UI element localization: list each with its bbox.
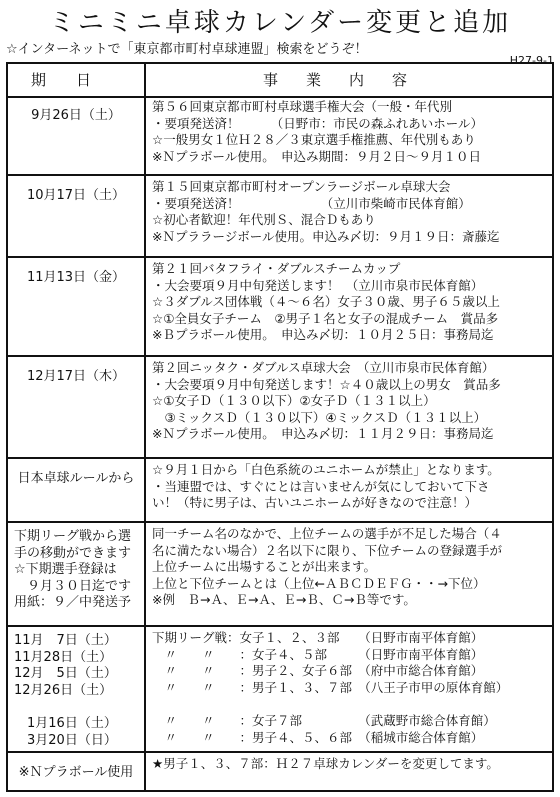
content-line: 名に満たない場合）２名以下に限り、下位チームの登録選手が bbox=[152, 542, 503, 558]
date-line: 1月16日（土） bbox=[14, 715, 117, 731]
table-row bbox=[8, 459, 552, 523]
date-line: 11月13日（金） bbox=[26, 270, 126, 285]
content-line: ・要項発送済！ （立川市柴崎市民体育館） bbox=[152, 195, 471, 211]
content-line: 〃 〃 ：女子４、５部 （日野市南平体育館） bbox=[152, 646, 484, 662]
table-row bbox=[8, 357, 552, 459]
date-line: ☆下期選手登録は bbox=[14, 562, 117, 578]
table-row bbox=[8, 176, 552, 258]
date-line: 3月20日（日） bbox=[14, 732, 117, 748]
row-date-cell bbox=[8, 258, 146, 355]
date-line: 12月26日（土） bbox=[14, 682, 113, 698]
content-line: ※例 Ｂ→Ａ、Ｅ→Ａ、Ｅ→Ｂ、Ｃ→Ｂ等です。 bbox=[152, 592, 416, 608]
row-date-cell bbox=[8, 459, 146, 521]
content-line: ☆初心者歓迎！年代別Ｓ、混合Ｄもあり bbox=[152, 212, 376, 228]
content-line: ☆３ダブルス団体戦（４〜６名）女子３０歳、男子６５歳以上 bbox=[152, 294, 500, 310]
content-line: 〃 〃 ：女子７部 （武蔵野市総合体育館） bbox=[152, 712, 496, 728]
schedule-table bbox=[6, 62, 554, 792]
header-content: 事業内容 bbox=[262, 71, 435, 89]
content-line: ☆①全員女子チーム ②男子１名と女子の混成チーム 賞品多 bbox=[152, 310, 499, 326]
date-line: 9月26日（土） bbox=[31, 108, 121, 123]
row-date-cell bbox=[8, 627, 146, 751]
date-line: 12月17日（木） bbox=[26, 369, 126, 384]
content-line: 〃 〃 ：男子１、３、７部 （八王子市甲の原体育館） bbox=[152, 679, 509, 695]
table-row bbox=[8, 96, 552, 176]
date-line: 下期リーグ戦から選 bbox=[14, 529, 132, 544]
header-date: 期日 bbox=[8, 64, 146, 96]
content-line: ☆一般男女１位Ｈ２８／３東京選手権推薦、年代別もあり bbox=[152, 132, 476, 148]
content-line: ※Ｎプラボール使用。 申込み〆切：１１月２９日：事務局迄 bbox=[152, 426, 494, 442]
content-line: ☆①女子Ｄ（１３０以下）②女子Ｄ（１３１以上） bbox=[152, 393, 436, 409]
row-date-cell bbox=[8, 753, 146, 790]
content-line bbox=[152, 696, 550, 713]
date-line: 11月 7日（土） bbox=[14, 633, 117, 648]
content-line: 第１５回東京都市町村オープンラージボール卓球大会 bbox=[152, 179, 451, 194]
content-line: ※Ｎプララージボール使用。申込み〆切：９月１９日：斎藤迄 bbox=[152, 228, 500, 244]
content-line: ☆９月１日から「白色系統のユニホームが禁止」となります。 bbox=[152, 462, 500, 477]
content-line: 下期リーグ戦：女子１、２、３部 （日野市南平体育館） bbox=[152, 630, 484, 645]
content-line: 第２１回バタフライ・ダブルスチームカップ bbox=[152, 261, 401, 276]
content-line: 同一チーム名のなかで、上位チームの選手が不足した場合（４ bbox=[152, 526, 502, 541]
row-date-cell bbox=[8, 357, 146, 457]
date-line: ※Ｎプラボール使用 bbox=[18, 765, 134, 780]
date-line bbox=[14, 699, 140, 716]
content-line: ★男子１、３、７部：Ｈ２７卓球カレンダーを変更してます。 bbox=[152, 756, 499, 771]
content-line: 上位チームに出場することが出来ます。 bbox=[152, 559, 377, 575]
date-line: 用紙：９／中発送予 bbox=[14, 595, 132, 611]
row-content-cell bbox=[146, 96, 552, 177]
date-line: 日本卓球ルールから bbox=[17, 471, 135, 486]
content-line: ・大会要項９月中旬発送します！☆４０歳以上の男女 賞品多 bbox=[152, 376, 501, 392]
issue-date: H27-9-1 bbox=[509, 54, 554, 67]
table-row bbox=[8, 753, 552, 790]
row-date-cell bbox=[8, 523, 146, 625]
content-line: 〃 〃 ：男子２、女子６部 （府中市総合体育館） bbox=[152, 663, 484, 679]
row-date-cell bbox=[8, 176, 146, 256]
page-title: ミニミニ卓球カレンダー変更と追加 bbox=[48, 8, 512, 38]
table-row bbox=[8, 627, 552, 753]
search-hint: ☆インターネットで「東京都市町村卓球連盟」検索をどうぞ！ bbox=[6, 42, 368, 57]
content-line: ・当連盟では、すぐにとは言いませんが気にしておいて下さ bbox=[152, 478, 490, 494]
content-line: 第５６回東京都市町村卓球選手権大会（一般・年代別 bbox=[152, 99, 453, 114]
row-content-cell bbox=[146, 523, 552, 628]
row-content-cell bbox=[146, 753, 552, 793]
date-line: 12月 5日（土） bbox=[14, 666, 117, 682]
row-content-cell bbox=[146, 357, 552, 460]
row-content-cell bbox=[146, 627, 552, 754]
date-line: 11月28日（土） bbox=[14, 649, 113, 665]
content-line: い！（特に男子は、古いユニホームが好きなので注意！） bbox=[152, 495, 478, 511]
row-content-cell bbox=[146, 258, 552, 358]
content-line: 上位と下位チームとは（上位←ＡＢＣＤＥＦＧ・・→下位） bbox=[152, 575, 486, 591]
date-line: 手の移動ができます bbox=[14, 545, 132, 561]
row-content-cell bbox=[146, 459, 552, 524]
date-line: 10月17日（土） bbox=[26, 188, 126, 203]
content-line: ※Ｎプラボール使用。 申込み期間：９月２日〜９月１０日 bbox=[152, 148, 481, 164]
date-line: ９月３０日迄です bbox=[14, 578, 132, 594]
row-date-cell bbox=[8, 96, 146, 174]
content-line: 第２回ニッタク・ダブルス卓球大会 （立川市泉市民体育館） bbox=[152, 360, 495, 375]
table-row bbox=[8, 258, 552, 357]
content-line: ・大会要項９月中旬発送します！ （立川市泉市民体育館） bbox=[152, 277, 484, 293]
table-header bbox=[8, 64, 552, 98]
content-line: ・要項発送済！ （日野市：市民の森ふれあいホール） bbox=[152, 115, 484, 131]
table-row bbox=[8, 523, 552, 627]
content-line: ※Ｂプラボール使用。 申込み〆切：１０月２５日：事務局迄 bbox=[152, 327, 494, 343]
row-content-cell bbox=[146, 176, 552, 259]
content-line: 〃 〃 ：男子４、５、６部 （稲城市総合体育館） bbox=[152, 729, 484, 745]
content-line: ③ミックスＤ（１３０以下）④ミックスＤ（１３１以上） bbox=[152, 409, 487, 425]
